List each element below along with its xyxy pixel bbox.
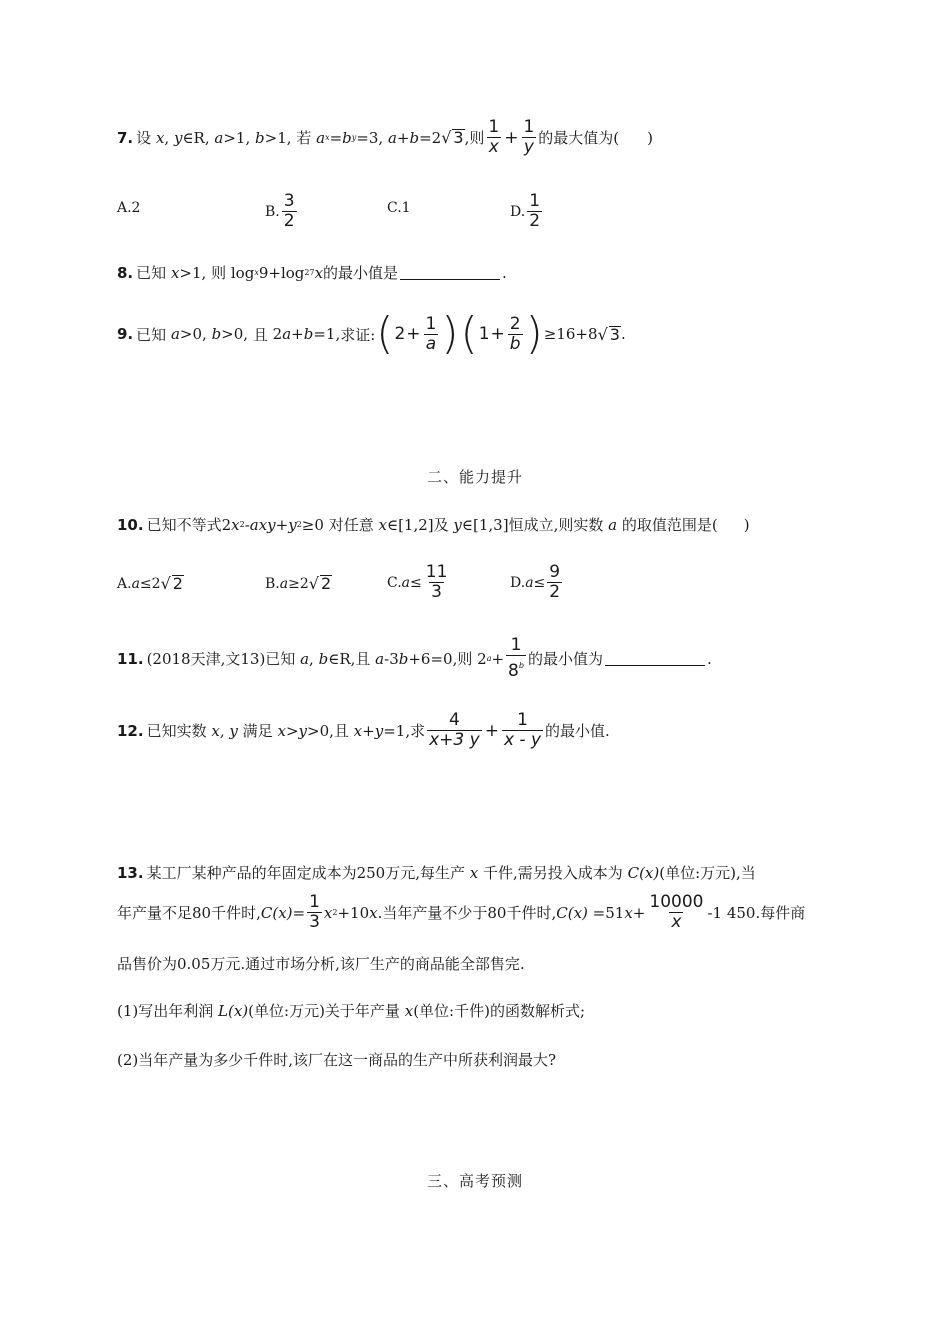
numerator: 4 [448, 710, 460, 730]
q10-option-d [510, 563, 564, 602]
answer-blank[interactable] [400, 265, 500, 280]
question-11 [117, 636, 712, 681]
option-label: A.2 [117, 200, 141, 216]
plus-sign: + [406, 324, 421, 344]
text: (2018天津,文13)已知 [146, 650, 296, 668]
option-label: D. [510, 574, 526, 591]
option-label: C.1 [387, 200, 411, 216]
text: (x) [272, 903, 293, 922]
var: C [556, 903, 568, 922]
text: (x) [567, 903, 588, 922]
var: a+b [387, 128, 420, 147]
subscript: 27 [304, 268, 315, 277]
text: 年产量不足80千件时, [117, 904, 261, 922]
text: =1, [313, 325, 341, 343]
radicand: 3 [453, 128, 464, 147]
denominator: b [509, 333, 521, 354]
denominator: 2 [549, 582, 561, 602]
denominator: 8 [508, 661, 519, 681]
question-number: 11. [117, 649, 144, 668]
text: 若 [296, 129, 312, 147]
text: 的最小值. [545, 722, 610, 740]
var: a [401, 574, 411, 591]
fraction-1-over-y [521, 118, 536, 157]
denominator: x+3 y [429, 730, 480, 750]
var: y [453, 515, 462, 534]
q7-option-a [117, 200, 140, 216]
section-heading-3: 三、高考预测 [426, 1172, 523, 1190]
var: a [375, 649, 385, 668]
var: a [608, 515, 618, 534]
numerator: 1 [510, 635, 522, 655]
var: x [624, 903, 633, 922]
option-label: A. [117, 575, 132, 592]
radicand: 2 [320, 574, 332, 593]
fraction-1-over-x-minus-y [502, 711, 543, 750]
option-label: C. [387, 574, 402, 591]
text: ) [647, 128, 654, 147]
question-8 [117, 262, 507, 283]
left-paren: ( [376, 308, 394, 359]
fraction-10000-over-x [647, 893, 705, 932]
question-9 [117, 308, 626, 359]
option-label: B. [265, 575, 280, 592]
answer-blank[interactable] [605, 651, 705, 666]
question-7 [117, 118, 653, 157]
question-13-line-1 [117, 862, 756, 883]
text: 的取值范围是( [621, 516, 718, 534]
denominator: x [488, 137, 499, 157]
var: x [170, 263, 180, 282]
text: 且 [252, 325, 268, 344]
text: (2)当年产量为多少千件时,该厂在这一商品的生产中所获利润最大? [117, 1051, 557, 1069]
exponent: 2 [296, 520, 302, 529]
text: ,则 [464, 129, 485, 147]
question-10 [117, 514, 750, 535]
question-number: 7. [117, 128, 134, 147]
text: 设 [136, 129, 152, 147]
var: a [300, 649, 310, 668]
numerator: 1 [523, 117, 535, 137]
text: (x) [639, 863, 660, 882]
text: ≤ [410, 574, 422, 591]
number: 2 [394, 324, 406, 344]
text: 则 [211, 264, 227, 282]
text: =3, [356, 128, 384, 147]
numerator: 1 [488, 117, 500, 137]
fraction [282, 192, 297, 231]
var: y [298, 721, 307, 740]
plus-sign: + [504, 127, 519, 148]
text: (单位:万元)关于年产量 [248, 1002, 400, 1020]
text: 某工厂某种产品的年固定成本为250万元,每生产 [146, 864, 465, 882]
option-label: D. [510, 203, 526, 220]
radicand: 3 [609, 324, 620, 344]
text: ≥2 [288, 575, 309, 592]
text: , [164, 128, 170, 147]
text: >0, [221, 325, 249, 343]
var: x [314, 263, 324, 282]
text: 满足 [242, 722, 273, 740]
fraction-1-over-8b [506, 636, 526, 681]
text: >0,且 [307, 722, 349, 740]
text: 9+log [258, 263, 305, 282]
text: 2 [477, 649, 487, 668]
number: 1 [478, 324, 490, 344]
q10-option-c [387, 563, 451, 602]
q10-option-a [117, 574, 184, 593]
exponent: b [518, 661, 524, 670]
q10-option-b [265, 574, 332, 593]
text: =51 [592, 903, 625, 922]
denominator: 3 [431, 582, 442, 602]
var: x [155, 128, 165, 147]
var: x [277, 721, 286, 740]
exponent: 2 [239, 520, 245, 529]
text: +6=0,则 [408, 650, 473, 668]
fraction [547, 563, 562, 602]
text: +10 [337, 903, 370, 922]
text: > [285, 721, 299, 740]
fraction-1-over-3 [307, 893, 322, 932]
text: log [230, 263, 255, 282]
exponent: a [486, 654, 492, 663]
text: (x) [228, 1001, 249, 1020]
radicand: 2 [172, 574, 183, 593]
var: y [173, 128, 183, 147]
text: , [219, 721, 225, 740]
fraction [527, 192, 542, 231]
var: a [525, 574, 534, 591]
text: 已知 [136, 325, 167, 344]
text: = [329, 128, 343, 147]
text: ∈R, [182, 128, 210, 147]
text: >0, [179, 325, 207, 343]
text: 的最小值为 [527, 650, 603, 668]
exponent: x [325, 133, 330, 142]
question-13-line-3 [117, 953, 525, 974]
var: x [378, 515, 387, 534]
text: 的最大值为( [538, 129, 620, 147]
text: + [632, 903, 646, 922]
var: y [374, 721, 384, 740]
text: 千件,需另投入成本为 [483, 864, 623, 882]
numerator: 10000 [649, 892, 704, 912]
numerator: 1 [425, 313, 437, 334]
exponent: y [351, 133, 357, 142]
left-paren: ( [460, 308, 478, 359]
var: x [404, 1001, 414, 1020]
question-number: 12. [117, 721, 144, 740]
text: . [620, 325, 626, 343]
section-heading-2: 二、能力提升 [426, 468, 523, 486]
question-13-line-2 [117, 893, 805, 932]
var: C [627, 863, 640, 882]
text: , [309, 649, 314, 668]
text: ≤2 [139, 575, 161, 592]
radical-sign: √ [597, 324, 608, 344]
exponent: 2 [332, 908, 338, 917]
q7-option-d [510, 192, 544, 231]
numerator: 3 [283, 191, 295, 211]
denominator: x [671, 912, 682, 932]
denominator: 2 [283, 211, 295, 231]
text: -1 450.每件商 [707, 904, 806, 922]
radical-sign: √ [441, 128, 452, 147]
text: + [362, 721, 375, 740]
numerator: 11 [425, 562, 448, 582]
subscript: x [254, 268, 259, 277]
radical-sign: √ [308, 574, 319, 593]
denominator: 2 [529, 211, 541, 231]
denominator: y [523, 137, 534, 157]
fraction-1-over-x [486, 118, 501, 157]
numerator: 9 [549, 562, 561, 582]
fraction [424, 563, 450, 602]
numerator: 1 [529, 191, 541, 211]
text: (1)写出年利润 [117, 1002, 214, 1020]
text: >1, [223, 128, 251, 147]
question-number: 13. [117, 863, 144, 882]
var: x [369, 903, 378, 922]
var: a [279, 575, 289, 592]
numerator: 1 [517, 710, 528, 730]
var: b [303, 325, 314, 343]
option-label: B. [265, 203, 280, 220]
text: + [291, 325, 304, 343]
text: ≤ [533, 574, 546, 591]
text: ∈[1,3]恒成立,则实数 [461, 516, 604, 534]
var: x [469, 863, 479, 882]
var: b [318, 649, 329, 668]
var: b [211, 325, 222, 343]
question-number: 9. [117, 325, 134, 343]
text: 品售价为0.05万元.通过市场分析,该厂生产的商品能全部售完. [117, 955, 525, 973]
text: 的最小值是 [323, 264, 399, 282]
text: =2 [419, 128, 442, 147]
text: 2 [272, 325, 283, 343]
var: a [316, 128, 326, 147]
text: ∈R,且 [328, 650, 371, 668]
text: ≥16+8 [543, 325, 598, 343]
fraction-4-over-x-plus-3y [427, 711, 482, 750]
text: 已知不等式 [146, 516, 222, 534]
fraction-1-over-a [424, 315, 439, 354]
text: ) [743, 515, 750, 534]
text: 2 [221, 515, 232, 534]
question-number: 10. [117, 515, 144, 534]
var: a [131, 575, 140, 592]
text: (单位:万元),当 [659, 864, 756, 882]
text: >1, [179, 263, 207, 282]
var: y [229, 721, 238, 740]
right-paren: ) [525, 308, 543, 359]
text: >1, [264, 128, 292, 147]
text: = [292, 903, 306, 922]
text: =1,求 [383, 722, 426, 740]
question-12 [117, 711, 610, 750]
var: L [218, 1001, 228, 1020]
var: a [170, 325, 180, 343]
question-number: 8. [117, 263, 134, 282]
var: b [398, 649, 409, 668]
denominator: a [425, 333, 437, 354]
radical-sign: √ [160, 574, 171, 593]
text: -axy+y [244, 515, 297, 534]
var: x [211, 721, 220, 740]
text: ∈[1,2]及 [386, 516, 449, 534]
text: . [706, 649, 712, 668]
text: . [502, 263, 507, 282]
denominator: 3 [309, 912, 320, 932]
text: 对任意 [328, 516, 374, 534]
text: + [491, 649, 505, 668]
var: b [342, 128, 352, 147]
var: a [214, 128, 224, 147]
fraction-2-over-b [508, 315, 523, 354]
question-13-part-1 [117, 1000, 585, 1021]
var: a [282, 325, 292, 343]
q7-option-b [265, 192, 299, 231]
right-paren: ) [441, 308, 459, 359]
question-13-part-2 [117, 1049, 556, 1070]
text: 已知 [136, 264, 167, 282]
var: b [255, 128, 265, 147]
var: x [323, 903, 333, 922]
numerator: 2 [509, 313, 521, 334]
text: 求证: [340, 325, 376, 344]
text: -3 [384, 649, 399, 668]
var: x [231, 515, 240, 534]
var: C [260, 903, 273, 922]
text: (单位:千件)的函数解析式; [413, 1002, 586, 1020]
text: 已知实数 [146, 722, 207, 740]
plus-sign: + [484, 720, 499, 741]
text: .当年产量不少于80千件时, [377, 904, 557, 922]
text: ≥0 [301, 515, 324, 534]
q7-option-c [387, 200, 411, 216]
denominator: x - y [503, 730, 542, 750]
var: x [353, 721, 363, 740]
numerator: 1 [309, 892, 320, 912]
plus-sign: + [490, 324, 505, 344]
